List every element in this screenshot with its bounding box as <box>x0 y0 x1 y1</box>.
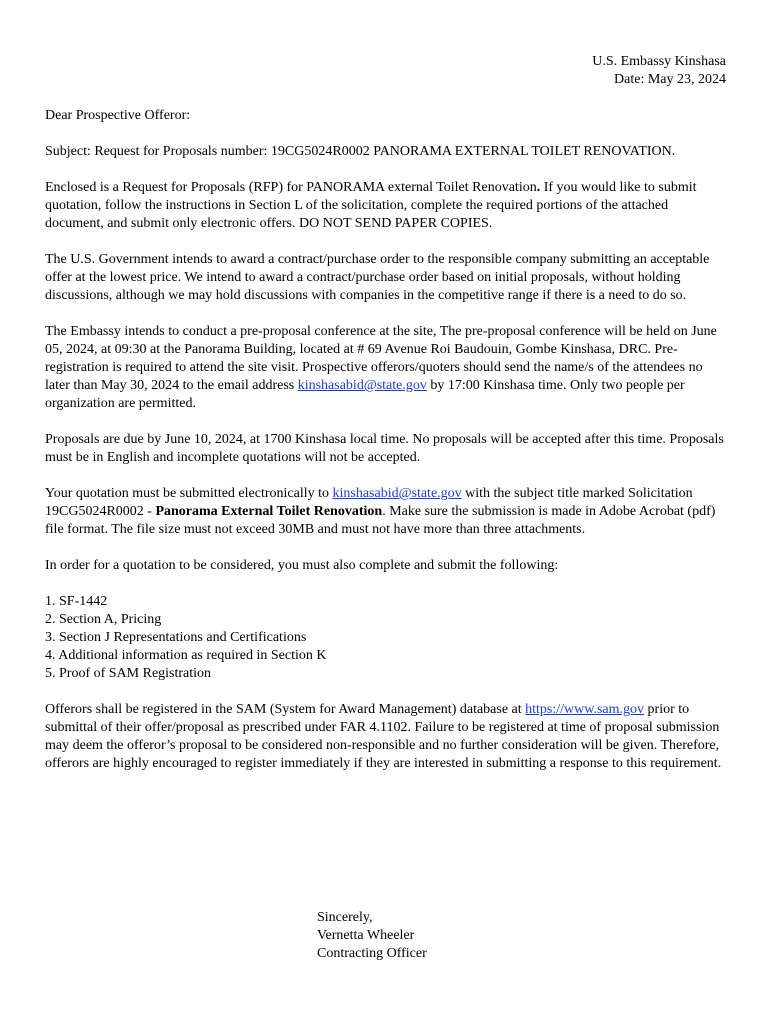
email-link[interactable]: kinshasabid@state.gov <box>297 378 427 393</box>
paragraph-pre-proposal-conference <box>45 323 726 413</box>
paragraph-text: If you would like to submit quotation, follow the instructions in Section L of the solicitation, complete the required portions of the attached document, and submit only electronic offers. DO NOT SEND PAPER COPIES. <box>45 180 697 231</box>
paragraph-text: with the subject title marked Solicitation 19CG5024R0002 - <box>45 486 693 519</box>
list-item: 5. Proof of SAM Registration <box>45 666 212 681</box>
letter-header <box>45 53 726 89</box>
signature-block <box>317 909 427 963</box>
email-link[interactable]: kinshasabid@state.gov <box>332 486 462 501</box>
paragraph-text: The Embassy intends to conduct a pre-proposal conference at the site, The pre-proposal conference will be held on June 05, 2024, at 09:30 at the Panorama Building, located at # 69 Avenue Roi Baudouin, Gombe Kinshasa, DRC. Pre-registration is required to attend the site visit. Prospective offerors/quoters should send the name/s of the attendees no later than May 30, 2024 to the email address <box>45 324 717 393</box>
list-item: 2. Section A, Pricing <box>45 612 162 627</box>
signer-name: Vernetta Wheeler <box>317 928 415 943</box>
paragraph-text: prior to submittal of their offer/proposal as prescribed under FAR 4.1102. Failure to be registered at time of proposal submission may deem the offeror’s proposal to be considered non-responsible and no further consideration will be given. Therefore, offerors are highly encouraged to register immediately if they are interested in submitting a response to this requirement. <box>45 702 722 771</box>
date-line: Date: May 23, 2024 <box>614 72 726 87</box>
paragraph-requirements-intro: In order for a quotation to be considered, you must also complete and submit the following: <box>45 558 559 573</box>
list-item: 3. Section J Representations and Certifications <box>45 630 307 645</box>
paragraph-text: . Make sure the submission is made in Adobe Acrobat (pdf) file format. The file size must not exceed 30MB and must not have more than three attachments. <box>45 504 716 537</box>
subject-line: Subject: Request for Proposals number: 19CG5024R0002 PANORAMA EXTERNAL TOILET RENOVATION. <box>45 144 676 159</box>
signer-title: Contracting Officer <box>317 946 427 961</box>
paragraph-text: Enclosed is a Request for Proposals (RFP) for PANORAMA external Toilet Renovation <box>45 180 537 195</box>
sam-link[interactable]: https://www.sam.gov <box>525 702 645 717</box>
closing: Sincerely, <box>317 910 373 925</box>
paragraph-text-bold: . <box>536 180 541 195</box>
paragraph-enclosed-rfp <box>45 179 726 233</box>
list-item: 4. Additional information as required in Section K <box>45 648 327 663</box>
solicitation-title-bold: Panorama External Toilet Renovation <box>155 504 383 519</box>
paragraph-text: Your quotation must be submitted electronically to <box>45 486 333 501</box>
list-item: 1. SF-1442 <box>45 594 108 609</box>
salutation: Dear Prospective Offeror: <box>45 108 191 123</box>
paragraph-text: Offerors shall be registered in the SAM (System for Award Management) database at <box>45 702 526 717</box>
paragraph-sam-registration <box>45 701 726 773</box>
paragraph-award-intent: The U.S. Government intends to award a contract/purchase order to the responsible company submitting an acceptable offer at the lowest price. We intend to award a contract/purchase order based on initial proposals, without holding discussions, although we may hold discussions with companies in the competitive range if there is a need to do so. <box>45 252 710 303</box>
paragraph-due-date: Proposals are due by June 10, 2024, at 1700 Kinshasa local time. No proposals will be accepted after this time. Proposals must be in English and incomplete quotations will not be accepted. <box>45 432 724 465</box>
requirements-list <box>45 593 726 683</box>
paragraph-text: by 17:00 Kinshasa time. Only two people per organization are permitted. <box>45 378 685 411</box>
paragraph-submission <box>45 485 726 539</box>
sender-line: U.S. Embassy Kinshasa <box>592 54 726 69</box>
